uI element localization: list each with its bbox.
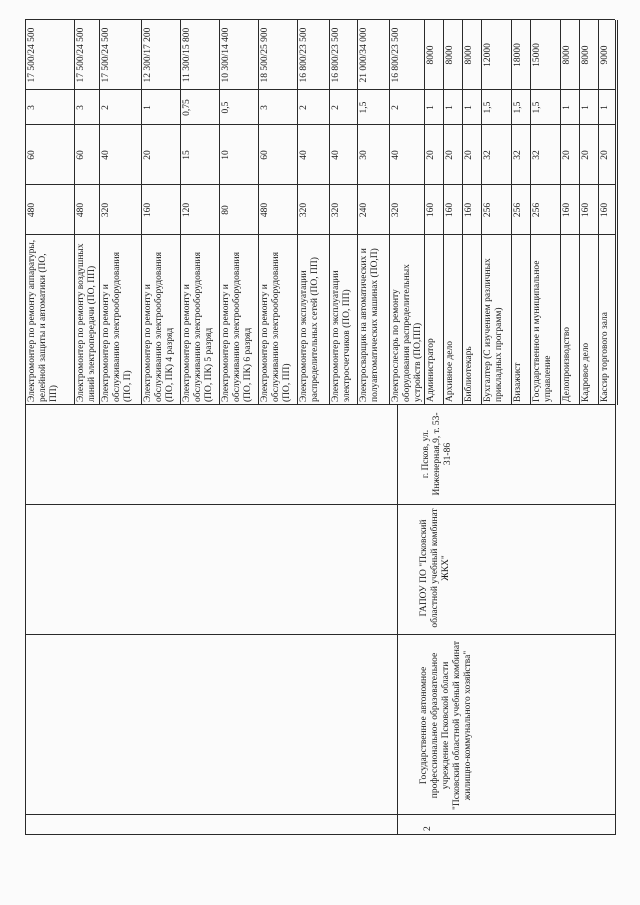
table-grid-hline: [141, 20, 142, 405]
program-hours: 320: [101, 202, 111, 218]
program-hours: 160: [464, 202, 474, 218]
program-months: 2: [391, 105, 401, 110]
program-name: Электромонтер по ремонту и обслуживанию электрооборудования (ПО, ПК) 4 разряд: [143, 252, 175, 402]
programs-table: [25, 20, 615, 835]
program-name: Электросварщик на автоматических и полуавтоматических машинах (ПО,П): [359, 248, 380, 402]
program-students: 10: [221, 150, 231, 160]
program-name: Делопроизводство: [562, 327, 572, 402]
program-hours: 320: [391, 202, 401, 218]
program-months: 3: [27, 105, 37, 110]
table-grid-hline: [560, 20, 561, 405]
program-cost: 8000: [445, 45, 455, 65]
table-grid-hline: [462, 20, 463, 405]
program-hours: 480: [76, 202, 86, 218]
program-name: Библиотекарь: [464, 346, 474, 402]
program-students: 20: [426, 150, 436, 160]
table-grid-hline: [297, 20, 298, 405]
program-months: 3: [260, 105, 270, 110]
program-name: Электромонтер по ремонту и обслуживанию электрооборудования (ПО, ПК) 5 разряд: [182, 252, 214, 402]
table-grid-vline: [25, 404, 615, 405]
program-cost: 16 800/23 500: [299, 27, 309, 83]
table-grid-hline: [579, 20, 580, 405]
program-cost: 16 800/23 500: [331, 27, 341, 83]
program-hours: 160: [445, 202, 455, 218]
program-cost: 8000: [426, 45, 436, 65]
program-hours: 120: [182, 202, 192, 218]
organization-short-name: ГАПОУ ПО "Псковский областной учебный комбинат ЖКХ": [419, 508, 451, 628]
program-students: 20: [581, 150, 591, 160]
program-hours: 256: [532, 202, 542, 218]
program-name: Электромонтер по эксплуатации распределительных сетей (ПО, ПП): [299, 257, 320, 402]
table-grid-vline: [25, 234, 615, 235]
table-grid-vline: [25, 19, 615, 20]
program-students: 32: [513, 150, 523, 160]
program-months: 1: [445, 105, 455, 110]
program-cost: 10 300/14 400: [221, 27, 231, 83]
program-students: 20: [445, 150, 455, 160]
program-students: 40: [331, 150, 341, 160]
program-months: 2: [299, 105, 309, 110]
program-cost: 8000: [581, 45, 591, 65]
table-grid-hline: [481, 20, 482, 405]
program-cost: 17 500/24 500: [76, 27, 86, 83]
program-name: Архивное дело: [445, 340, 455, 402]
program-hours: 160: [143, 202, 153, 218]
program-students: 40: [299, 150, 309, 160]
program-students: 30: [359, 150, 369, 160]
table-grid-vline: [25, 504, 615, 505]
program-students: 20: [143, 150, 153, 160]
program-name: Государственное и муниципальное управление: [532, 260, 553, 402]
program-name: Электрослесарь по ремонту оборудования распределительных устройств (ПО,ПП): [391, 264, 423, 402]
table-grid-hline: [389, 20, 390, 405]
table-grid-hline: [219, 20, 220, 405]
program-months: 1: [426, 105, 436, 110]
organization-address: г. Псков, ул. Инженерная,9, т. 53-31-86: [421, 412, 453, 496]
program-hours: 480: [27, 202, 37, 218]
program-months: 1,5: [513, 101, 523, 114]
program-cost: 8000: [464, 45, 474, 65]
program-name: Электромонтер по эксплуатации электросчетчиков (ПО, ПП): [331, 270, 352, 402]
program-cost: 18000: [513, 43, 523, 67]
program-hours: 160: [562, 202, 572, 218]
program-hours: 256: [483, 202, 493, 218]
program-students: 15: [182, 150, 192, 160]
program-months: 2: [331, 105, 341, 110]
program-cost: 12 300/17 200: [143, 27, 153, 83]
table-grid-hline: [617, 20, 618, 405]
table-grid-hline: [357, 20, 358, 405]
table-grid-vline: [25, 814, 615, 815]
program-months: 1,5: [532, 101, 542, 114]
table-grid-vline: [25, 184, 615, 185]
program-hours: 240: [359, 202, 369, 218]
program-cost: 18 500/25 900: [260, 27, 270, 83]
program-name: Визажист: [513, 362, 523, 402]
program-months: 0,5: [221, 101, 231, 114]
program-students: 40: [101, 150, 111, 160]
organization-name: Государственное автономное профессиональное образовательное учреждение Псковской области "Псковский областной учебный комбинат жилищно-коммунального хозяйства": [419, 641, 473, 810]
table-grid-vline: [25, 89, 615, 90]
table-grid-vline: [25, 124, 615, 125]
program-cost: 17 500/24 500: [27, 27, 37, 83]
program-cost: 9000: [600, 45, 610, 65]
program-students: 20: [600, 150, 610, 160]
program-students: 20: [464, 150, 474, 160]
program-students: 32: [483, 150, 493, 160]
program-months: 1: [143, 105, 153, 110]
table-grid-hline: [443, 20, 444, 405]
table-grid-hline: [511, 20, 512, 405]
program-name: Кадровое дело: [581, 342, 591, 402]
program-name: Администратор: [426, 338, 436, 402]
program-months: 1: [581, 105, 591, 110]
program-months: 1: [464, 105, 474, 110]
program-hours: 320: [299, 202, 309, 218]
program-hours: 480: [260, 202, 270, 218]
program-students: 60: [260, 150, 270, 160]
program-cost: 15000: [532, 43, 542, 67]
program-months: 3: [76, 105, 86, 110]
program-hours: 160: [426, 202, 436, 218]
program-months: 1,5: [359, 101, 369, 114]
program-students: 40: [391, 150, 401, 160]
table-grid-hline: [530, 20, 531, 405]
table-grid-hline: [598, 20, 599, 405]
program-students: 20: [562, 150, 572, 160]
program-name: Кассир торгового зала: [600, 312, 610, 402]
program-name: Электромонтер по ремонту воздушных линий электропередачи (ПО, ПП): [76, 243, 97, 402]
table-grid-hline: [397, 405, 398, 835]
program-cost: 8000: [562, 45, 572, 65]
program-hours: 320: [331, 202, 341, 218]
table-grid-hline: [329, 20, 330, 405]
program-hours: 256: [513, 202, 523, 218]
program-name: Электромонтер по ремонту и обслуживанию электрооборудования (ПО, ПП): [260, 252, 292, 402]
program-students: 60: [76, 150, 86, 160]
program-cost: 11 300/15 800: [182, 27, 192, 83]
program-cost: 16 800/23 500: [391, 27, 401, 83]
table-grid-hline: [99, 20, 100, 405]
row-number: 2: [423, 826, 433, 831]
program-hours: 160: [600, 202, 610, 218]
program-name: Электромонтер по ремонту и обслуживанию электрооборудования (ПО, П): [101, 252, 133, 402]
program-students: 32: [532, 150, 542, 160]
program-name: Электромонтер по ремонту и обслуживанию электрооборудования (ПО, ПК) 6 разряд: [221, 252, 253, 402]
table-grid-hline: [424, 20, 425, 405]
table-grid-vline: [25, 634, 615, 635]
table-grid-hline: [180, 20, 181, 405]
program-months: 2: [101, 105, 111, 110]
program-months: 0,75: [182, 99, 192, 116]
program-cost: 21 000/34 000: [359, 27, 369, 83]
program-cost: 12000: [483, 43, 493, 67]
program-name: Электромонтер по ремонту аппаратуры, релейной защиты и автоматики (ПО, ПП): [27, 239, 59, 402]
program-months: 1: [562, 105, 572, 110]
program-cost: 17 500/24 500: [101, 27, 111, 83]
table-grid-hline: [615, 20, 616, 835]
table-grid-hline: [74, 20, 75, 405]
program-students: 60: [27, 150, 37, 160]
program-months: 1,5: [483, 101, 493, 114]
program-months: 1: [600, 105, 610, 110]
program-name: Бухгалтер (С изучением различных прикладных программ): [483, 258, 504, 402]
table-grid-vline: [25, 834, 615, 835]
program-hours: 160: [581, 202, 591, 218]
table-grid-hline: [258, 20, 259, 405]
program-hours: 80: [221, 205, 231, 215]
table-grid-hline: [25, 20, 26, 835]
